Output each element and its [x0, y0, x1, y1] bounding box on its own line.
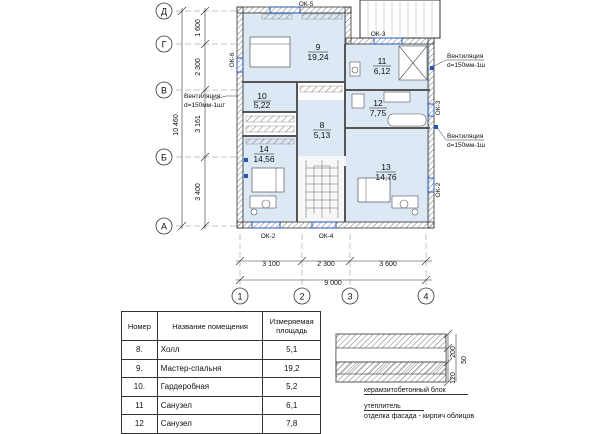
col-header-number: Номер: [122, 312, 158, 341]
dim-label: 2 300: [317, 261, 335, 268]
axis-col-label: 3: [347, 291, 353, 302]
room-number: 11: [377, 56, 387, 66]
legend-item-insulation: утеплитель: [364, 403, 424, 411]
room-number: 13: [381, 162, 391, 172]
table-header-row: [122, 312, 321, 341]
window-label: ОК-6: [229, 52, 236, 68]
cell-number: 11: [122, 396, 158, 415]
axis-row-label: Г: [161, 39, 167, 50]
cell-area: 19,2: [263, 359, 321, 378]
room-area: 14,76: [375, 172, 397, 182]
axis-row-label: Д: [160, 6, 168, 17]
cell-area: 7,8: [263, 415, 321, 434]
ventilation-size: d=150мм-1шт: [184, 102, 226, 109]
dim-label: 3 400: [195, 183, 202, 201]
left-dimension-chain: [178, 7, 209, 230]
closet-area: [242, 112, 298, 136]
legend-item-facade: отделка фасада - кирпич облицов: [364, 413, 475, 420]
room-number: 14: [259, 144, 269, 154]
row-axis-bubbles: [156, 3, 172, 234]
window-label: ОК-3: [370, 31, 386, 38]
cell-area: 5,2: [263, 378, 321, 397]
room-schedule-table: [121, 311, 321, 434]
cell-name: Санузел: [157, 396, 263, 415]
col-axis-bubbles: [232, 288, 434, 304]
cell-number: 8.: [122, 341, 158, 360]
col-header-area: Измеряемая площадь: [263, 312, 321, 341]
cell-name: Гардеробная: [157, 378, 263, 397]
legend-item-block: керамзитобетонный блок: [364, 387, 468, 395]
room-number: 12: [373, 98, 383, 108]
room-area: 6,12: [373, 66, 391, 76]
axis-row-label: Б: [161, 152, 167, 163]
room-area: 5,13: [313, 130, 331, 140]
window-label: ОК-2: [260, 233, 276, 240]
table-row: [122, 378, 321, 397]
window-label: ОК-5: [298, 1, 314, 8]
section-dim: 50: [461, 356, 468, 364]
room-area: 7,75: [369, 108, 387, 118]
wall-section-detail: [336, 330, 468, 386]
dim-label: 3 600: [379, 261, 397, 268]
dim-label: 2 300: [195, 58, 202, 76]
cell-number: 10.: [122, 378, 158, 397]
room-number: 10: [257, 91, 267, 101]
room-number: 9: [315, 42, 321, 52]
cell-name: Санузел: [157, 415, 263, 434]
cell-name: Холл: [157, 341, 263, 360]
table-row: [122, 341, 321, 360]
table-row: [122, 396, 321, 415]
cell-number: 12: [122, 415, 158, 434]
room-area: 5,22: [253, 100, 271, 110]
ventilation-size: d=150мм-1ш: [447, 142, 486, 149]
room-number: 8: [319, 120, 325, 130]
window-label: ОК-4: [318, 233, 334, 240]
section-dim: 120: [450, 372, 457, 384]
axis-col-label: 2: [299, 291, 305, 302]
cell-area: 6,1: [263, 396, 321, 415]
table-row: [122, 359, 321, 378]
room-area: 19,24: [307, 52, 329, 62]
bottom-dimension-labels: [262, 261, 397, 287]
table-row: [122, 415, 321, 434]
cell-area: 5,1: [263, 341, 321, 360]
section-dim: 200: [450, 346, 457, 358]
col-header-name: Название помещения: [157, 312, 263, 341]
axis-col-label: 4: [423, 291, 429, 302]
dim-label: 3 161: [195, 115, 202, 133]
axis-row-label: А: [160, 221, 168, 232]
window-label: ОК-3: [435, 100, 442, 116]
ventilation-title: Вентиляция: [447, 133, 484, 140]
left-dimension-labels: [173, 19, 202, 201]
dim-label-total: 9 000: [324, 280, 342, 287]
ventilation-size: d=150мм-1ш: [447, 62, 486, 69]
ventilation-title: Вентиляция: [184, 93, 221, 100]
room-area: 14,56: [253, 154, 275, 164]
ventilation-title: Вентиляция: [447, 53, 484, 60]
dim-label-total: 10 460: [173, 114, 180, 136]
dim-label: 1 600: [195, 19, 202, 37]
dim-label: 3 100: [262, 261, 280, 268]
axis-row-label: В: [160, 85, 168, 96]
cell-name: Мастер-спальня: [157, 359, 263, 378]
axis-col-label: 1: [237, 291, 243, 302]
window-label: ОК-2: [435, 182, 442, 198]
cell-number: 9.: [122, 359, 158, 378]
